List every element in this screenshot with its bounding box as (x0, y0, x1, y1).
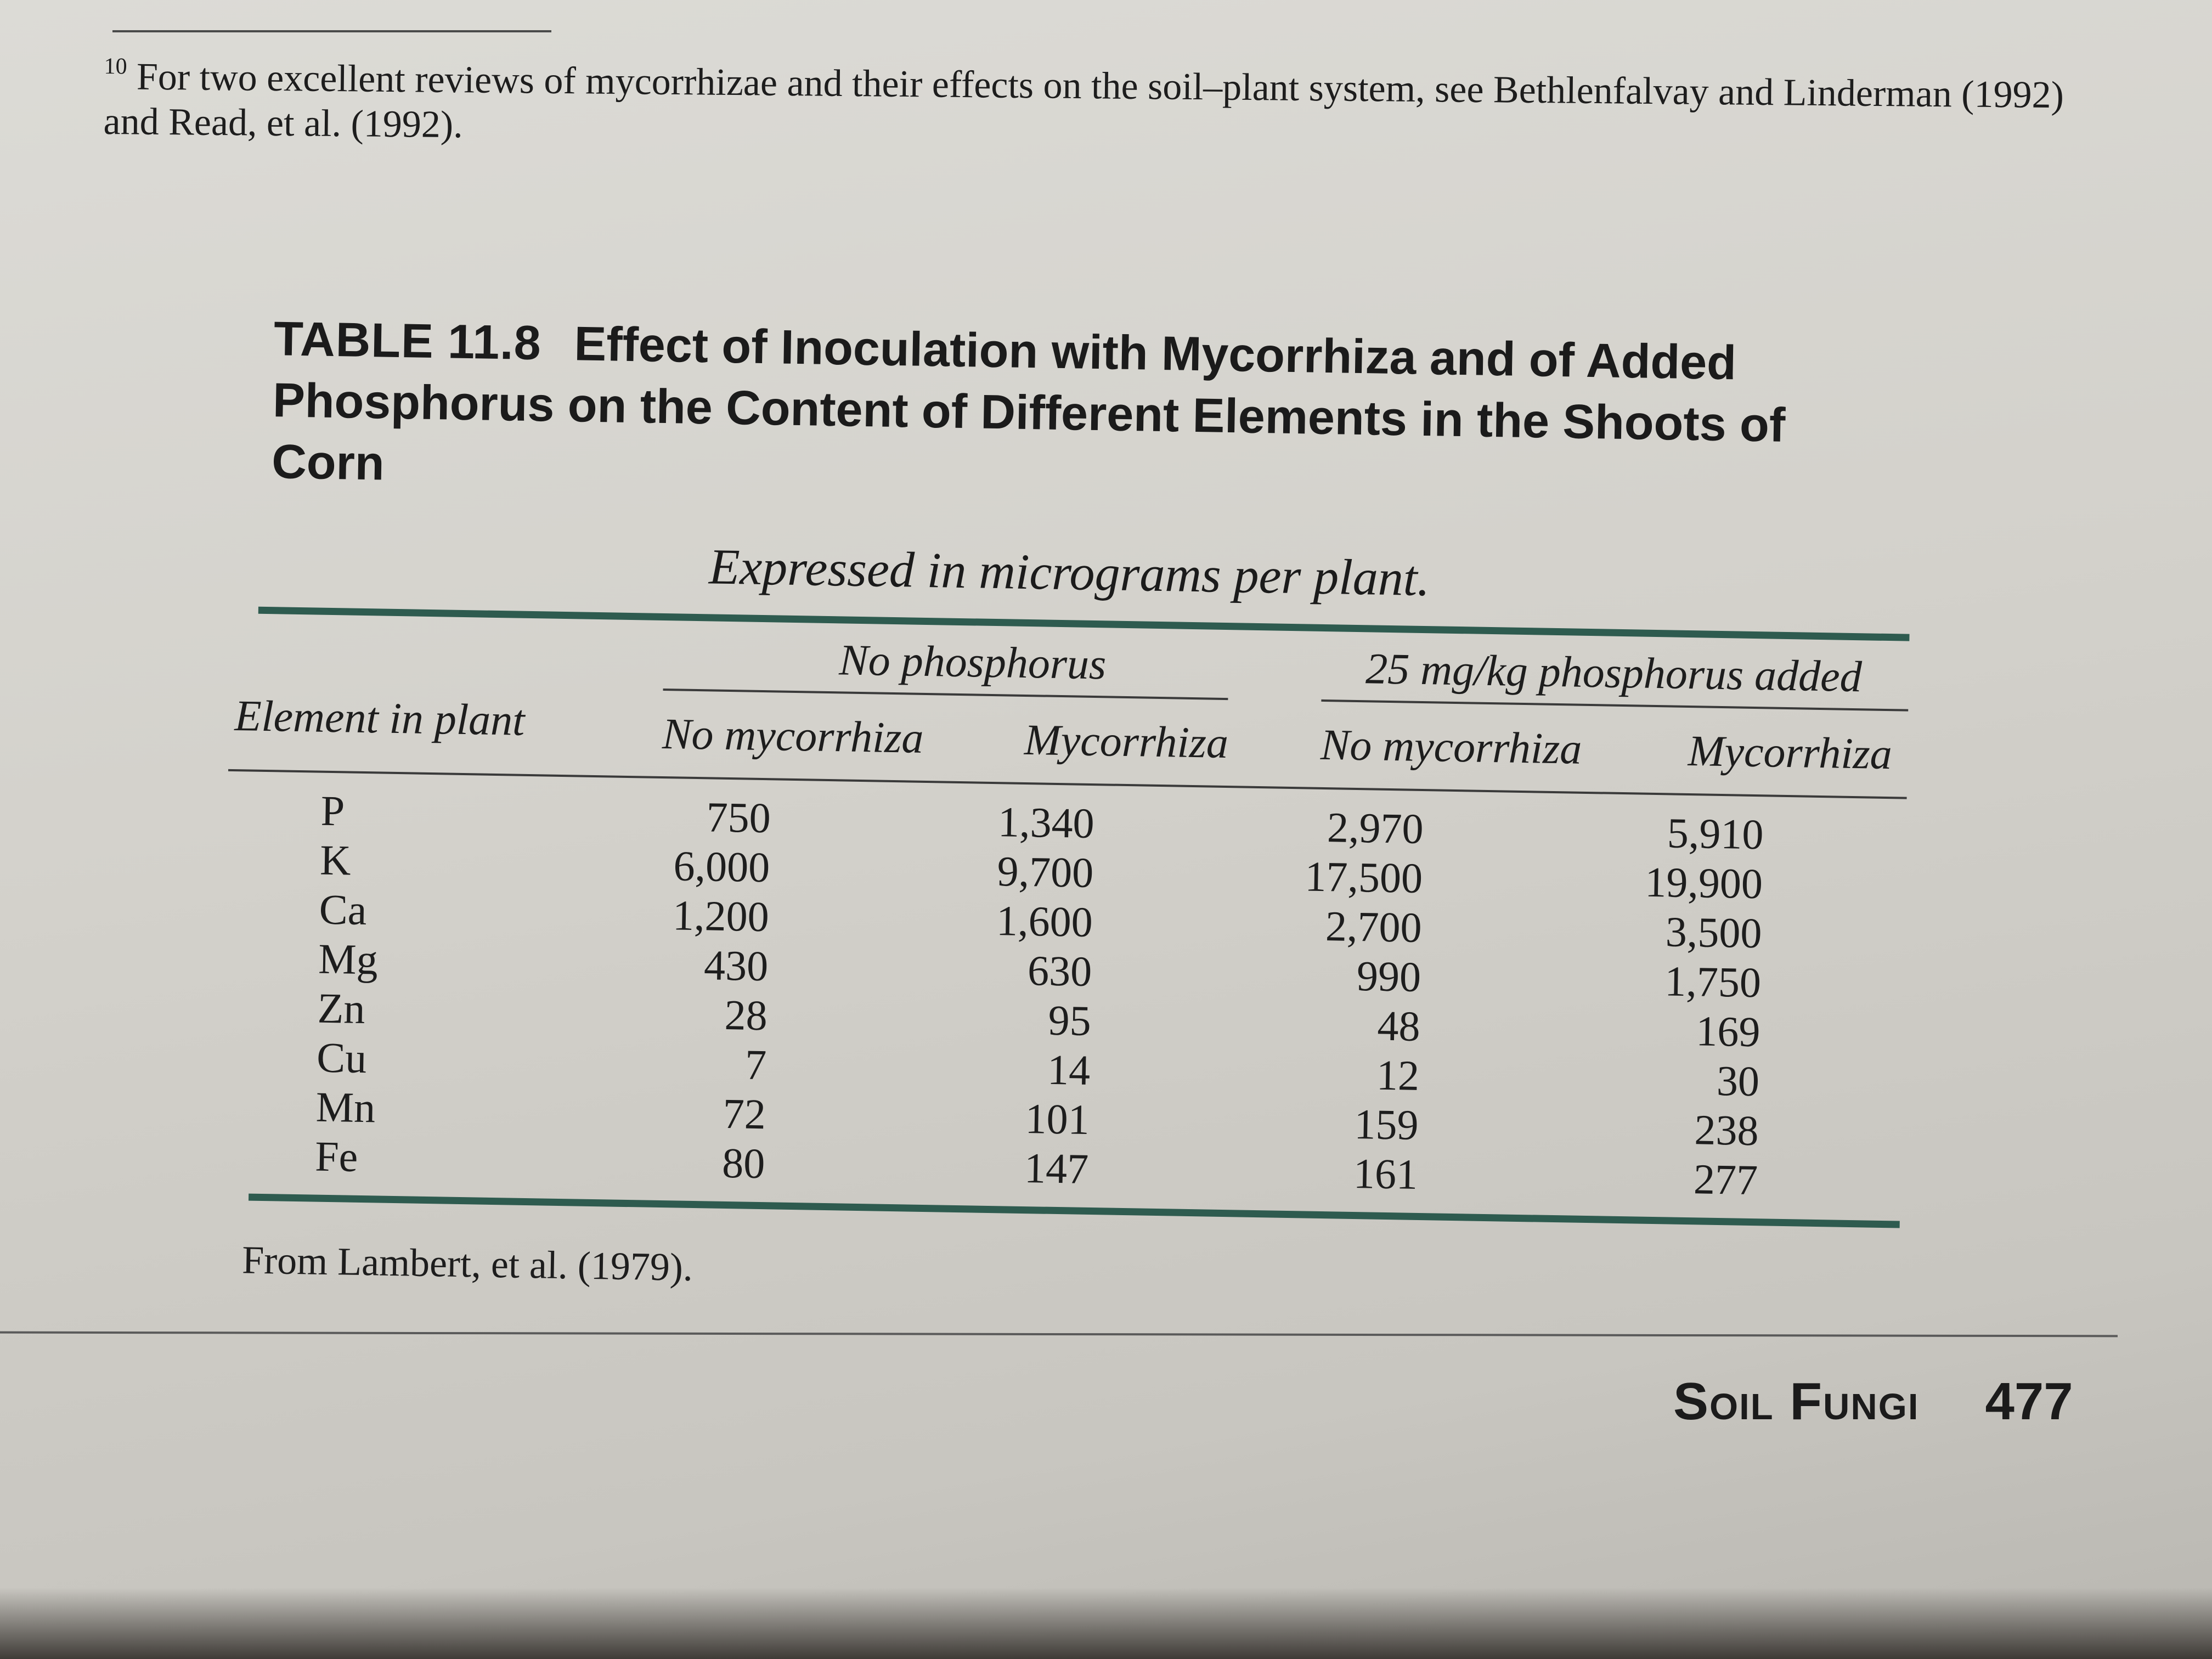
table-cell: 238 (1694, 1105, 1759, 1155)
running-head-section: Soil Fungi (1673, 1372, 1920, 1431)
group-header-phosphorus-added: 25 mg/kg phosphorus added (1365, 645, 1863, 702)
table-cell: 6,000 (673, 842, 770, 891)
table-cell: 159 (1353, 1100, 1419, 1149)
table-cell: Cu (316, 1033, 368, 1082)
table-cell: 1,600 (996, 896, 1093, 946)
table-cell: 9,700 (996, 847, 1094, 897)
table-cell: 2,970 (1327, 803, 1424, 853)
table-cell: 19,900 (1644, 857, 1763, 908)
table-cell: 48 (1376, 1001, 1421, 1050)
table-cell: 1,750 (1664, 957, 1762, 1007)
table-top-rule (258, 607, 1910, 641)
table-cell: 169 (1695, 1007, 1761, 1056)
table-cell: 2,700 (1325, 902, 1423, 951)
table-cell: 12 (1376, 1051, 1420, 1099)
table-cell: 430 (703, 941, 769, 990)
table-cell: 161 (1353, 1149, 1418, 1198)
footnote-marker: 10 (104, 53, 127, 80)
table-cell: 17,500 (1304, 852, 1423, 902)
group-rule-no-phosphorus (663, 689, 1228, 700)
table-cell: K (319, 836, 352, 884)
table-caption (271, 308, 1865, 518)
table-cell: 147 (1024, 1144, 1089, 1193)
table-cell: 1,340 (997, 798, 1095, 848)
table-cell: 5,910 (1667, 809, 1764, 859)
table-cell: 750 (706, 793, 771, 842)
page-edge-shadow (0, 1588, 2212, 1659)
table-cell: 7 (744, 1040, 767, 1089)
table-cell: 14 (1047, 1045, 1091, 1094)
table-11-8 (218, 307, 1936, 1378)
table-title: Effect of Inoculation with Mycorrhiza and of Added Phosphorus on the Content of Different Elements in the Shoots of Corn (271, 316, 1786, 490)
table-cell: Zn (317, 984, 366, 1033)
column-header-no-p-myc: Mycorrhiza (1024, 715, 1229, 768)
table-cell: Mn (315, 1082, 376, 1132)
footnote (103, 44, 2107, 163)
table-cell: 72 (723, 1089, 766, 1138)
column-header-p-no-myc: No mycorrhiza (1320, 720, 1583, 774)
column-header-element: Element in plant (234, 692, 526, 745)
table-cell: 630 (1027, 946, 1092, 996)
table-cell: 95 (1047, 996, 1092, 1045)
table-subtitle: Expressed in micrograms per plant. (708, 538, 1431, 607)
table-cell: 3,500 (1665, 907, 1763, 957)
header-rule (228, 769, 1907, 799)
column-header-p-myc: Mycorrhiza (1688, 727, 1893, 779)
table-cell: Ca (319, 885, 368, 934)
table-cell: 277 (1693, 1155, 1758, 1204)
table-label: TABLE 11.8 (273, 311, 542, 370)
running-head (1673, 1372, 2073, 1432)
page-number: 477 (1985, 1372, 2073, 1431)
table-cell: 30 (1716, 1056, 1760, 1105)
table-source: From Lambert, et al. (1979). (241, 1238, 693, 1290)
table-cell: 990 (1356, 952, 1421, 1001)
table-cell: Fe (314, 1132, 359, 1181)
table-cell: 80 (721, 1138, 765, 1188)
group-header-no-phosphorus: No phosphorus (838, 636, 1107, 689)
footnote-text: For two excellent reviews of mycorrhizae and their effects on the soil–plant system, see Bethlenfalvay and Linderman (1992) and Read, et al. (1992). (103, 55, 2064, 146)
table-cell: Mg (318, 934, 379, 984)
table-cell: P (320, 786, 345, 835)
table-cell: 28 (724, 990, 768, 1040)
column-header-no-p-no-myc: No mycorrhiza (662, 709, 924, 763)
table-cell: 1,200 (672, 891, 770, 941)
table-cell: 101 (1024, 1094, 1090, 1143)
footnote-rule (112, 30, 551, 32)
